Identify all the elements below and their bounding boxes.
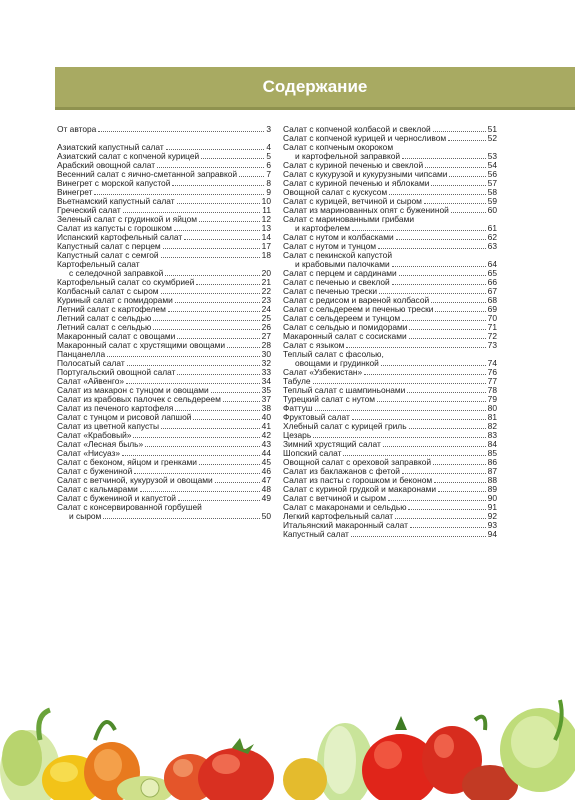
toc-entry-label-continued: и картофельной заправкой [295, 151, 401, 161]
toc-entry-label: Зимний хрустящий салат [283, 439, 381, 449]
toc-entry-label: Картофельный салат со скумбрией [57, 277, 195, 287]
dot-leader [434, 482, 486, 483]
toc-entry-label: Салат с ветчиной и сыром [283, 493, 387, 503]
dot-leader [145, 446, 259, 447]
toc-entry-label-continued: овощами и грудинкой [295, 358, 379, 368]
dot-leader [408, 509, 485, 510]
toc-entry-page: 24 [261, 304, 271, 314]
toc-entry-page: 71 [487, 322, 497, 332]
toc-entry-label: Португальский овощной салат [57, 367, 176, 377]
toc-entry-page: 21 [261, 277, 271, 287]
dot-leader [395, 518, 486, 519]
toc-entry [283, 350, 497, 368]
toc-entry-page: 93 [487, 520, 497, 530]
toc-entry-page: 58 [487, 187, 497, 197]
toc-entry-label: Салат с сельдереем и тунцом [283, 313, 401, 323]
dot-leader [161, 293, 260, 294]
toc-entry-label: Салат с курицей, ветчиной и сыром [283, 196, 422, 206]
toc-entry-label: Фруктовый салат [283, 412, 350, 422]
toc-entry-label-continued: и сыром [69, 511, 102, 521]
dot-leader [392, 284, 486, 285]
dot-leader [178, 500, 260, 501]
toc-entry-page: 69 [487, 304, 497, 314]
dot-leader [201, 158, 264, 159]
toc-entry-page: 42 [261, 430, 271, 440]
dot-leader [175, 410, 259, 411]
dot-leader [388, 500, 486, 501]
toc-entry-label: Салат «Крабовый» [57, 430, 132, 440]
toc-entry-page: 59 [487, 196, 497, 206]
toc-entry-label: Картофельный салат [57, 259, 140, 269]
toc-entry-page: 87 [487, 466, 497, 476]
toc-entry [57, 125, 271, 134]
dot-leader [433, 464, 486, 465]
dot-leader [122, 455, 260, 456]
toc-entry [57, 260, 271, 278]
toc-entry-label: Колбасный салат с сыром [57, 286, 159, 296]
dot-leader [126, 383, 260, 384]
toc-entry-label-continued: и крабовыми палочками [295, 259, 390, 269]
dot-leader [153, 320, 259, 321]
dot-leader [425, 167, 486, 168]
dot-leader [227, 347, 260, 348]
toc-entry-label: Капустный салат с перцем [57, 241, 161, 251]
toc-entry-label: Салат с тунцом и рисовой лапшой [57, 412, 192, 422]
dot-leader [392, 266, 486, 267]
toc-entry-label: Салат с нутом и тунцом [283, 241, 376, 251]
toc-entry-page: 45 [261, 457, 271, 467]
toc-entry-label: Легкий картофельный салат [283, 511, 394, 521]
dot-leader [352, 230, 486, 231]
dot-leader [407, 392, 485, 393]
toc-entry-label: Хлебный салат с курицей гриль [283, 421, 407, 431]
toc-entry-label: Зеленый салат с грудинкой и яйцом [57, 214, 197, 224]
toc-entry-page: 66 [487, 277, 497, 287]
toc-entry-label: Салат «Узбекистан» [283, 367, 363, 377]
toc-entry-page: 76 [487, 367, 497, 377]
dot-leader [165, 275, 259, 276]
toc-entry-page: 86 [487, 457, 497, 467]
toc-entry-label: Салат из крабовых палочек с сельдереем [57, 394, 221, 404]
toc-entry-page: 72 [487, 331, 497, 341]
dot-leader [378, 248, 486, 249]
dot-leader [435, 311, 485, 312]
toc-entry-page: 41 [261, 421, 271, 431]
dot-leader [98, 131, 264, 132]
toc-entry-label: Итальянский макаронный салат [283, 520, 408, 530]
toc-entry [283, 251, 497, 269]
toc-entry-label: Овощной салат с кускусом [283, 187, 388, 197]
toc-entry [283, 215, 497, 233]
toc-entry-label: Салат из баклажанов с фетой [283, 466, 400, 476]
toc-entry-page: 17 [261, 241, 271, 251]
dot-leader [153, 329, 259, 330]
toc-entry-label: Полосатый салат [57, 358, 125, 368]
toc-right-column [283, 125, 497, 539]
title-banner-stripe [55, 107, 575, 110]
toc-entry-page: 32 [261, 358, 271, 368]
toc-entry-label: Салат с перцем и сардинами [283, 268, 397, 278]
toc-entry-label: Салат с печенью и свеклой [283, 277, 390, 287]
toc-entry-page: 43 [261, 439, 271, 449]
toc-entry-label: Салат с макаронами и сельдью [283, 502, 407, 512]
dot-leader [409, 329, 485, 330]
dot-leader [352, 419, 486, 420]
tomato-left-icon [198, 748, 274, 800]
toc-entry-page: 68 [487, 295, 497, 305]
toc-entry-label: Салат «Нисуаз» [57, 448, 121, 458]
toc-entry-label: Салат с куриной печенью и яблоками [283, 178, 430, 188]
toc-entry-label: Салат с печенью трески [283, 286, 378, 296]
toc-entry-page: 53 [487, 151, 497, 161]
toc-entry-page: 54 [487, 160, 497, 170]
toc-entry-page: 82 [487, 421, 497, 431]
dot-leader [107, 356, 259, 357]
toc-entry-page: 90 [487, 493, 497, 503]
toc-entry-page: 60 [487, 205, 497, 215]
dot-leader [451, 212, 486, 213]
toc-entry-page: 9 [266, 187, 271, 197]
toc-entry [57, 503, 271, 521]
toc-entry-label: Салат с пекинской капустой [283, 250, 393, 260]
dot-leader [402, 158, 486, 159]
toc-entry-page: 6 [266, 160, 271, 170]
dot-leader [175, 302, 260, 303]
toc-entry-page: 5 [266, 151, 271, 161]
toc-entry-page: 12 [261, 214, 271, 224]
toc-entry-label: Макаронный салат с овощами [57, 331, 176, 341]
dot-leader [215, 482, 260, 483]
toc-entry-label: Теплый салат с шампиньонами [283, 385, 406, 395]
toc-entry-label: Салат из капусты с горошком [57, 223, 172, 233]
dot-leader [343, 455, 485, 456]
toc-entry-label: Салат «Айвенго» [57, 376, 125, 386]
toc-entry-page: 94 [487, 529, 497, 539]
toc-entry-page: 37 [261, 394, 271, 404]
toc-entry-label: Испанский картофельный салат [57, 232, 183, 242]
toc-entry-label: Салат из макарон с тунцом и овощами [57, 385, 209, 395]
toc-entry-page: 78 [487, 385, 497, 395]
toc-entry-label: Азиатский салат с копченой курицей [57, 151, 200, 161]
toc-entry-label: Турецкий салат с нутом [283, 394, 376, 404]
toc-entry-page: 91 [487, 502, 497, 512]
toc-entry-label: Салат с маринованными грибами [283, 214, 415, 224]
dot-leader [196, 284, 259, 285]
toc-entry-label: Салат с консервированной горбушей [57, 502, 202, 512]
toc-entry-page: 10 [261, 196, 271, 206]
dot-leader [448, 140, 486, 141]
toc-entry-page: 26 [261, 322, 271, 332]
dot-leader [140, 491, 260, 492]
toc-entry-label: Капустный салат [283, 529, 349, 539]
dot-leader [389, 194, 485, 195]
toc-entry-page: 81 [487, 412, 497, 422]
dot-leader [177, 338, 259, 339]
toc-entry-label: Весенний салат с яично-сметанной заправкой [57, 169, 238, 179]
toc-entry [283, 530, 497, 539]
dot-leader [409, 428, 486, 429]
toc-entry-label: Винегрет [57, 187, 93, 197]
dot-leader [127, 365, 260, 366]
toc-entry-page: 34 [261, 376, 271, 386]
toc-entry-page: 11 [262, 205, 271, 215]
toc-entry-page: 88 [487, 475, 497, 485]
toc-entry-label: Салат с редисом и вареной колбасой [283, 295, 430, 305]
toc-entry [283, 242, 497, 251]
toc-entry-page: 56 [487, 169, 497, 179]
dot-leader [449, 176, 485, 177]
toc-left-column [57, 125, 271, 521]
toc-entry-label-continued: и картофелем [295, 223, 350, 233]
dot-leader [351, 536, 486, 537]
toc-entry-label-continued: с селедочной заправкой [69, 268, 164, 278]
toc-entry-page: 30 [261, 349, 271, 359]
dot-leader [433, 131, 486, 132]
toc-entry-page: 18 [261, 250, 271, 260]
toc-entry-page: 67 [487, 286, 497, 296]
toc-entry-label: Греческий салат [57, 205, 121, 215]
dot-leader [402, 473, 486, 474]
toc-entry-page: 44 [261, 448, 271, 458]
toc-entry [283, 143, 497, 161]
toc-entry-label: Салат с кальмарами [57, 484, 138, 494]
toc-entry-page: 47 [261, 475, 271, 485]
toc-entry-page: 50 [261, 511, 271, 521]
toc-entry-label: Макаронный салат с хрустящими овощами [57, 340, 226, 350]
toc-entry-label: От автора [57, 124, 97, 134]
toc-entry-label: Салат с куриной грудкой и макаронами [283, 484, 437, 494]
toc-entry-label: Летний салат с картофелем [57, 304, 166, 314]
toc-entry-page: 33 [261, 367, 271, 377]
dot-leader [157, 167, 264, 168]
toc-entry-label: Салат из печеного картофеля [57, 403, 174, 413]
toc-entry-label: Салат «Лесная быль» [57, 439, 144, 449]
page-title: Содержание [262, 77, 368, 96]
toc-entry-page: 70 [487, 313, 497, 323]
toc-entry-page: 49 [261, 493, 271, 503]
dot-leader [410, 527, 486, 528]
dot-leader [431, 302, 485, 303]
dot-leader [379, 293, 486, 294]
dot-leader [239, 176, 264, 177]
toc-entry-label: Арабский овощной салат [57, 160, 156, 170]
dot-leader [163, 248, 260, 249]
vegetable-illustration [0, 660, 575, 800]
toc-entry-page: 8 [266, 178, 271, 188]
dot-leader [315, 410, 486, 411]
toc-entry [283, 134, 497, 143]
toc-entry-page: 74 [487, 358, 497, 368]
dot-leader [184, 239, 260, 240]
dot-leader [438, 491, 486, 492]
toc-entry-page: 73 [487, 340, 497, 350]
toc-entry [57, 494, 271, 503]
toc-entry-label: Салат с кукурузой и кукурузными чипсами [283, 169, 448, 179]
dot-leader [123, 212, 261, 213]
dot-leader [313, 437, 485, 438]
dot-leader [177, 374, 259, 375]
dot-leader [431, 185, 485, 186]
dot-leader [313, 383, 486, 384]
toc-entry-page: 63 [487, 241, 497, 251]
toc-entry-label: Летний салат с сельдью [57, 322, 152, 332]
toc-entry-label: Теплый салат с фасолью, [283, 349, 384, 359]
toc-entry-label: Куриный салат с помидорами [57, 295, 173, 305]
toc-entry-page: 35 [261, 385, 271, 395]
dot-leader [193, 419, 259, 420]
toc-entry-label: Табуле [283, 376, 311, 386]
toc-entry-page: 3 [266, 124, 271, 134]
toc-entry-page: 25 [261, 313, 271, 323]
toc-entry-label: Салат с сельдереем и печенью трески [283, 304, 434, 314]
dot-leader [377, 401, 486, 402]
dot-leader [211, 392, 260, 393]
toc-entry-page: 51 [487, 124, 497, 134]
dot-leader [383, 446, 486, 447]
toc-entry-label: Салат с бужениной и капустой [57, 493, 176, 503]
toc-entry-page: 46 [261, 466, 271, 476]
toc-entry-page: 27 [261, 331, 271, 341]
toc-entry-label: Салат с ветчиной, кукурузой и овощами [57, 475, 213, 485]
dot-leader [396, 239, 486, 240]
dot-leader [94, 194, 264, 195]
toc-entry-label: Салат с бужениной [57, 466, 133, 476]
toc-entry-page: 22 [261, 286, 271, 296]
toc-entry-label: Макаронный салат с сосисками [283, 331, 407, 341]
dot-leader [424, 203, 486, 204]
toc-entry [283, 422, 497, 431]
toc-entry-page: 79 [487, 394, 497, 404]
toc-entry-label: Салат из цветной капусты [57, 421, 160, 431]
toc-entry-label: Салат с копченой колбасой и свеклой [283, 124, 431, 134]
toc-entry [283, 206, 497, 215]
toc-entry-label: Салат с куриной печенью и свеклой [283, 160, 424, 170]
dot-leader [223, 401, 260, 402]
dot-leader [364, 374, 486, 375]
toc-entry-page: 65 [487, 268, 497, 278]
dot-leader [161, 428, 260, 429]
toc-entry-label: Овощной салат с ореховой заправкой [283, 457, 432, 467]
toc-entry-page: 38 [261, 403, 271, 413]
toc-entry-page: 23 [261, 295, 271, 305]
toc-entry-label: Винегрет с морской капустой [57, 178, 171, 188]
toc-entry-label: Салат из маринованных опят с бужениной [283, 205, 449, 215]
toc-entry [57, 251, 271, 260]
toc-entry-label: Азиатский капустный салат [57, 142, 164, 152]
toc-entry-label: Салат с копченой курицей и черносливом [283, 133, 447, 143]
toc-entry-page: 14 [261, 232, 271, 242]
toc-entry-label: Фаттуш [283, 403, 313, 413]
toc-entry [283, 395, 497, 404]
toc-entry-label: Салат с беконом, яйцом и гренками [57, 457, 197, 467]
toc-entry [283, 368, 497, 377]
toc-entry-label: Капустный салат с семгой [57, 250, 159, 260]
corn-icon [283, 758, 327, 800]
dot-leader [346, 347, 485, 348]
toc-entry-page: 84 [487, 439, 497, 449]
dot-leader [199, 464, 260, 465]
dot-leader [172, 185, 264, 186]
toc-entry-page: 64 [487, 259, 497, 269]
toc-entry-page: 52 [487, 133, 497, 143]
dot-leader [399, 275, 486, 276]
dot-leader [177, 203, 260, 204]
dot-leader [409, 338, 486, 339]
toc-entry-page: 40 [261, 412, 271, 422]
toc-entry-label: Салат с копченым окороком [283, 142, 394, 152]
toc-entry-page: 85 [487, 448, 497, 458]
toc-entry-page: 57 [487, 178, 497, 188]
dot-leader [166, 149, 265, 150]
toc-entry-label: Салат с сельдью и помидорами [283, 322, 408, 332]
toc-entry [283, 341, 497, 350]
toc-entry-page: 7 [266, 169, 271, 179]
dot-leader [174, 230, 260, 231]
dot-leader [161, 257, 260, 258]
toc-entry-page: 28 [261, 340, 271, 350]
toc-entry-label: Цезарь [283, 430, 312, 440]
toc-entry-page: 13 [261, 223, 271, 233]
toc-entry-label: Вьетнамский капустный салат [57, 196, 175, 206]
toc-entry-label: Панцанелла [57, 349, 106, 359]
dot-leader [199, 221, 260, 222]
dot-leader [402, 320, 486, 321]
dot-leader [168, 311, 260, 312]
toc-entry-label: Салат с языком [283, 340, 345, 350]
toc-entry-page: 92 [487, 511, 497, 521]
toc-entry-page: 48 [261, 484, 271, 494]
dot-leader [134, 473, 259, 474]
toc-entry-page: 61 [487, 223, 497, 233]
toc-entry-label: Салат из пасты с горошком и беконом [283, 475, 433, 485]
toc-entry-label: Салат с нутом и колбасками [283, 232, 394, 242]
toc-entry-page: 80 [487, 403, 497, 413]
toc-entry-page: 62 [487, 232, 497, 242]
toc-entry-page: 20 [261, 268, 271, 278]
toc-entry-label: Шопский салат [283, 448, 342, 458]
dot-leader [103, 518, 259, 519]
toc-entry-page: 4 [266, 142, 271, 152]
dot-leader [133, 437, 259, 438]
dot-leader [381, 365, 486, 366]
toc-entry-page: 77 [487, 376, 497, 386]
toc-entry-page: 89 [487, 484, 497, 494]
toc-entry-page: 83 [487, 430, 497, 440]
toc-entry-label: Летний салат с сельдью [57, 313, 152, 323]
